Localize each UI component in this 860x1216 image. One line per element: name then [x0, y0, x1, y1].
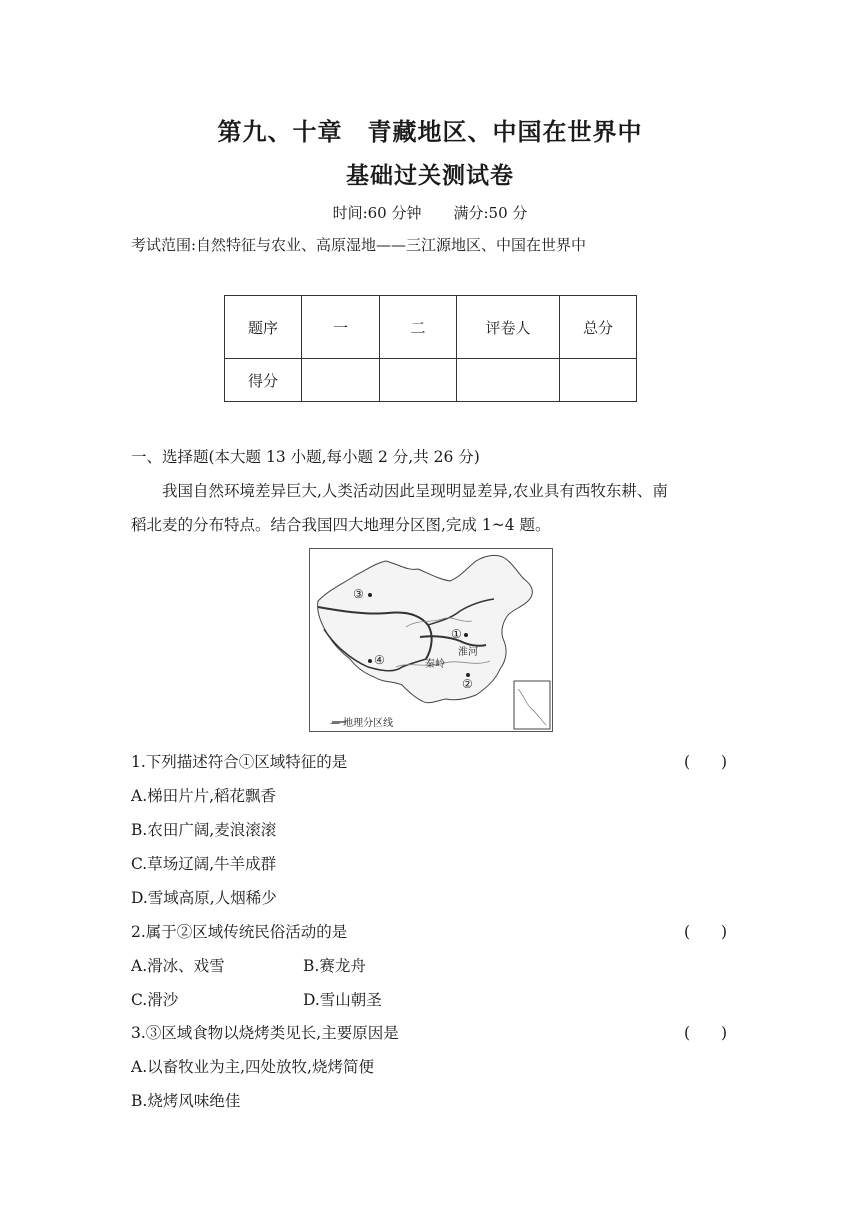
question-1-stem: 1.下列描述符合①区域特征的是 [131, 753, 348, 771]
page-subtitle: 基础过关测试卷 [346, 162, 514, 189]
point-3 [368, 593, 372, 597]
map-label-2: ② [462, 677, 473, 691]
exam-time: 时间:60 分钟 [332, 204, 422, 222]
score-header-cell: 题序 [225, 296, 302, 359]
question-3-option-b[interactable]: B.烧烤风味绝佳 [131, 1092, 241, 1110]
map-label-qinling: 秦岭 [425, 659, 445, 670]
question-2-option-c[interactable]: C.滑沙 [131, 991, 179, 1009]
exam-scope: 考试范围:自然特征与农业、高原湿地——三江源地区、中国在世界中 [131, 236, 587, 254]
map-label-1: ① [451, 627, 462, 641]
south-china-sea-inset [514, 681, 550, 729]
score-cell-empty[interactable] [457, 359, 560, 402]
china-region-map [309, 548, 553, 732]
question-1-option-d[interactable]: D.雪域高原,人烟稀少 [131, 889, 277, 907]
point-4 [368, 659, 372, 663]
question-3-stem: 3.③区域食物以烧烤类见长,主要原因是 [131, 1024, 399, 1042]
question-2-option-d[interactable]: D.雪山朝圣 [303, 991, 382, 1009]
score-table [224, 295, 637, 402]
question-1-answer-paren[interactable]: ( ) [684, 753, 728, 771]
question-3-option-a[interactable]: A.以畜牧业为主,四处放牧,烧烤简便 [131, 1058, 374, 1076]
page-title: 第九、十章 青藏地区、中国在世界中 [217, 117, 643, 146]
map-label-huaihe: 淮河 [458, 647, 478, 658]
question-2-option-a[interactable]: A.滑冰、戏雪 [131, 957, 225, 975]
map-drawing [310, 549, 552, 731]
score-cell-empty[interactable] [302, 359, 380, 402]
exam-full-score: 满分:50 分 [453, 204, 528, 222]
score-table-score-row [225, 359, 637, 402]
question-2-answer-paren[interactable]: ( ) [684, 923, 728, 941]
exam-meta [0, 202, 860, 223]
intro-paragraph-line1: 我国自然环境差异巨大,人类活动因此呈现明显差异,农业具有西牧东耕、南 [162, 482, 668, 500]
question-1-option-b[interactable]: B.农田广阔,麦浪滚滚 [131, 821, 277, 839]
question-3-answer-paren[interactable]: ( ) [684, 1024, 728, 1042]
question-2-stem: 2.属于②区域传统民俗活动的是 [131, 923, 348, 941]
china-outline [318, 555, 533, 702]
section-heading: 一、选择题(本大题 13 小题,每小题 2 分,共 26 分) [131, 448, 480, 466]
score-row-label: 得分 [225, 359, 302, 402]
point-1 [464, 633, 468, 637]
score-header-cell: 一 [302, 296, 380, 359]
score-header-cell: 评卷人 [457, 296, 560, 359]
map-legend: — 地理分区线 [330, 718, 394, 729]
question-2-option-b[interactable]: B.赛龙舟 [303, 957, 366, 975]
score-table-header-row [225, 296, 637, 359]
intro-paragraph-line2: 稻北麦的分布特点。结合我国四大地理分区图,完成 1~4 题。 [131, 516, 551, 534]
question-1-option-c[interactable]: C.草场辽阔,牛羊成群 [131, 855, 277, 873]
score-header-cell: 二 [380, 296, 457, 359]
score-cell-empty[interactable] [380, 359, 457, 402]
map-label-4: ④ [374, 653, 385, 667]
score-header-cell: 总分 [560, 296, 637, 359]
map-label-3: ③ [353, 587, 364, 601]
question-1-option-a[interactable]: A.梯田片片,稻花飘香 [131, 787, 277, 805]
score-cell-empty[interactable] [560, 359, 637, 402]
